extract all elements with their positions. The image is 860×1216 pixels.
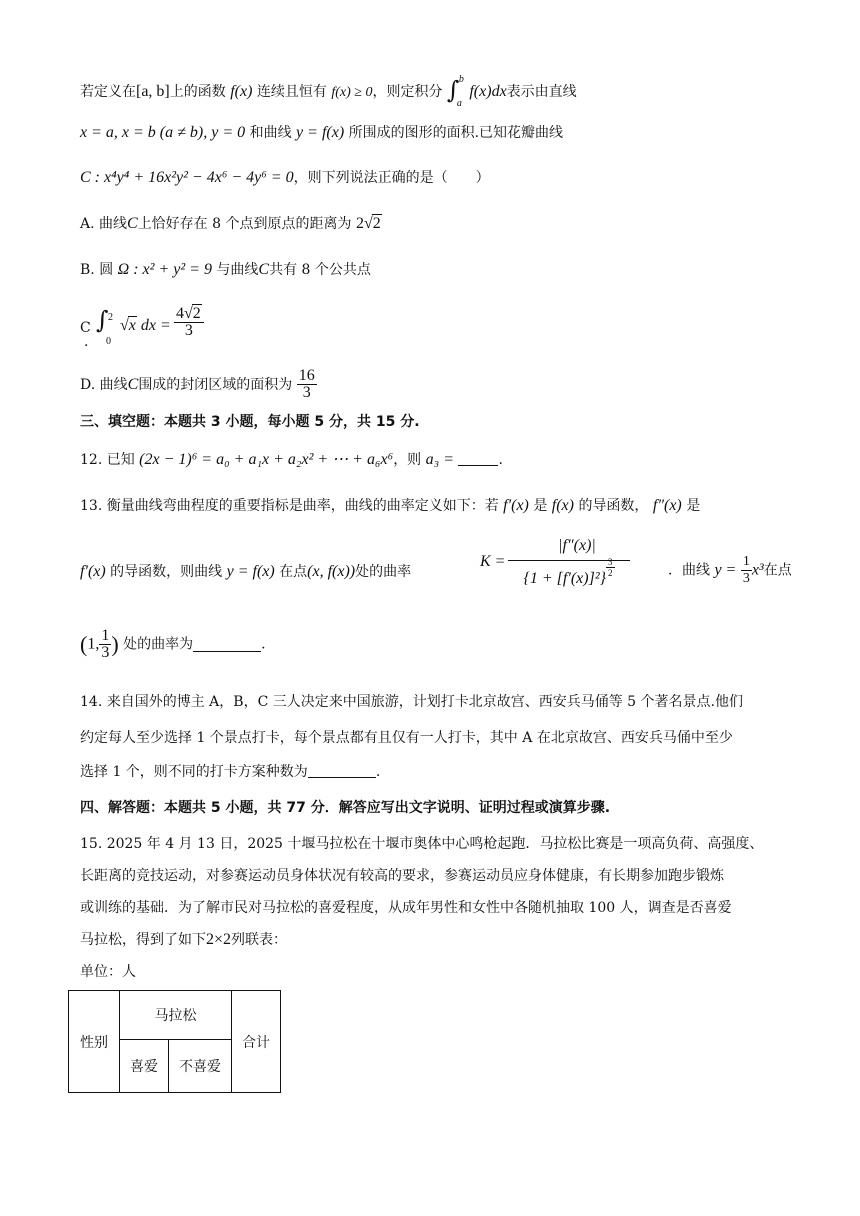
option-a-radicand: 2 xyxy=(372,215,381,232)
option-a-c: C xyxy=(127,215,138,232)
q15-line4-a: 马拉松，得到了如下 xyxy=(80,932,206,948)
q13-line3-text: 处的曲率为 xyxy=(123,636,194,653)
q12-end: . xyxy=(498,452,503,468)
q13-k-den xyxy=(523,557,614,590)
q13-point: (x, f(x)) xyxy=(307,563,356,580)
option-c-den: 3 xyxy=(184,322,193,339)
q13-line2-d: ．曲线 xyxy=(668,562,710,579)
q11-lines-text-b: 所围成的图形的面积.已知花瓣曲线 xyxy=(348,125,564,141)
q11-intro-line xyxy=(80,74,577,109)
q13-line1-c: 的导函数， xyxy=(578,498,649,514)
q11-text-b: 上的函数 xyxy=(169,84,226,100)
option-c-label: C xyxy=(80,320,91,336)
q11-equation-line xyxy=(80,168,490,188)
q13-line2-c: 处的曲率 xyxy=(355,564,412,580)
q13-k-exp-num: 3 xyxy=(608,557,613,567)
q13-line2-e: 在点 xyxy=(763,562,792,579)
option-b-math: Ω : x² + y² = 9 xyxy=(117,261,212,278)
q11-curve-eq: C : x⁴y⁴ + 16x²y² − 4x⁶ − 4y⁶ = 0 xyxy=(80,169,294,186)
header-like: 喜爱 xyxy=(120,1040,169,1093)
q13-end: . xyxy=(261,636,266,653)
q11-option-a xyxy=(80,214,382,234)
q11-cond: f(x) ≥ 0 xyxy=(331,85,373,100)
option-d-c: C xyxy=(127,375,139,393)
q15-unit: 单位：人 xyxy=(80,964,136,980)
header-gender: 性别 xyxy=(69,991,120,1093)
q13-coef xyxy=(741,554,752,587)
q13-pt-num: 1 xyxy=(101,627,110,644)
q13-line2-b: 在点 xyxy=(279,564,308,580)
q11-lines-line xyxy=(80,123,563,143)
option-b-text: B. 圆 xyxy=(80,262,114,278)
q14-line-2: 约定每人至少选择 1 个景点打卡，每个景点都有且仅有一人打卡，其中 A 在北京故宫、西安兵马俑中至少 xyxy=(80,730,733,746)
section-4-heading: 四、解答题：本题共 5 小题，共 77 分．解答应写出文字说明、证明过程或演算步骤. xyxy=(80,800,611,816)
q13-fp: f′(x) xyxy=(503,497,529,514)
option-d-text-a: D. 曲线 xyxy=(80,376,128,393)
q13-paren-open: ( xyxy=(80,631,88,657)
q11-text-d: ，则定积分 xyxy=(372,84,443,100)
q11-lines-text-a: 和曲线 xyxy=(249,125,292,141)
q15-line4-math: 2×2 xyxy=(206,931,232,948)
q13-line2-right xyxy=(668,554,792,587)
q13-curve: y = f(x) xyxy=(226,563,275,580)
q11-int-lower: a xyxy=(456,98,462,109)
table-row xyxy=(69,991,281,1040)
q12-text: ，则 xyxy=(393,452,422,468)
option-d-text xyxy=(80,377,292,393)
q13-x3: x³ xyxy=(751,561,764,579)
option-d-den: 3 xyxy=(302,384,311,401)
integral-sign-icon: ∫ xyxy=(96,306,109,334)
q13-line1-a: 13. 衡量曲线弯曲程度的重要指标是曲率，曲线的曲率定义如下：若 xyxy=(80,498,499,514)
option-c-integrand: √x dx = xyxy=(120,317,171,334)
option-b-text2: 与曲线 xyxy=(216,262,259,278)
q14-line-3 xyxy=(80,762,380,782)
q14-line3-text: 选择 1 个，则不同的打卡方案种数为 xyxy=(80,764,308,780)
q11-text-c: 连续且恒有 xyxy=(256,84,327,100)
q11-interval: [a, b] xyxy=(136,83,170,100)
q15-line-3: 或训练的基础．为了解市民对马拉松的喜爱程度，从成年男性和女性中各随机抽取 100 人，调查是否喜爱 xyxy=(80,900,732,916)
q12-target: a₃ = xyxy=(425,451,454,468)
integral-sign-icon: ∫ xyxy=(446,76,460,104)
option-c-radicand: x xyxy=(128,317,136,334)
option-d-text-b: 围成的封闭区域的面积为 xyxy=(138,376,293,393)
q15-line-1: 15. 2025 年 4 月 13 日，2025 十堰马拉松在十堰市奥体中心鸣枪起跑．马拉松比赛是一项高负荷、高强度、 xyxy=(80,836,764,852)
option-d-fraction xyxy=(297,368,317,401)
q15-line-4 xyxy=(80,930,287,950)
q13-pt-frac xyxy=(99,628,111,661)
q13-k-exp-den: 2 xyxy=(608,568,613,578)
option-a-value: 2√2 xyxy=(355,215,381,232)
q13-answer-blank[interactable] xyxy=(193,637,261,652)
q11-fx: f(x) xyxy=(230,83,253,100)
q13-f: f(x) xyxy=(551,497,574,514)
q12-expr: (2x − 1)⁶ = a₀ + a₁x + a₂x² + ⋯ + a₆x⁶ xyxy=(139,451,394,468)
q11-lines-math: x = a, x = b (a ≠ b), y = 0 xyxy=(80,124,246,141)
q13-coef-den: 3 xyxy=(742,571,750,586)
q14-line-1: 14. 来自国外的博主 A，B，C 三人决定来中国旅游，计划打卡北京故宫、西安兵马俑等 5 个著名景点.他们 xyxy=(80,694,743,710)
option-c-num: 4√2 xyxy=(174,306,204,323)
q13-line2-a: 的导函数，则曲线 xyxy=(110,564,223,580)
q13-fpp: f″(x) xyxy=(652,497,682,514)
option-c-num-rad: 2 xyxy=(192,305,201,322)
q13-line-1 xyxy=(80,496,700,516)
q13-curvature-fraction xyxy=(508,534,630,590)
q13-paren-close: ) xyxy=(111,631,119,657)
option-c-lower: 0 xyxy=(106,336,111,347)
header-dislike: 不喜爱 xyxy=(169,1040,232,1093)
q12-number: 12. 已知 xyxy=(80,452,135,468)
q11-option-b xyxy=(80,260,371,280)
option-c-dx: dx = xyxy=(140,317,171,334)
q11-question: ，则下列说法正确的是（ ） xyxy=(293,170,490,186)
q14-end: . xyxy=(375,764,381,780)
q15-line4-b: 列联表： xyxy=(231,932,288,948)
q11-option-d xyxy=(80,364,317,404)
option-a-text: A. 曲线 xyxy=(80,216,128,232)
q13-y-eq: y = xyxy=(714,561,737,579)
q11-int-body: f(x)dx xyxy=(469,83,507,100)
section-3-heading: 三、填空题：本题共 3 小题，每小题 5 分，共 15 分. xyxy=(80,414,420,430)
q11-text-a: 若定义在 xyxy=(80,84,136,100)
option-c-dot: . xyxy=(84,334,89,350)
option-c-fraction xyxy=(174,306,204,339)
q13-pt-x: 1, xyxy=(87,635,100,653)
q14-answer-blank[interactable] xyxy=(308,763,376,778)
q13-line1-d: 是 xyxy=(686,498,701,514)
q13-k-den-text: {1 + [f′(x)]²} xyxy=(523,570,607,588)
option-b-c: C xyxy=(258,261,270,278)
q13-line2-left xyxy=(80,562,411,582)
header-total: 合计 xyxy=(232,991,281,1093)
option-a-coef: 2 xyxy=(355,215,364,232)
option-a-text2: 上恰好存在 8 个点到原点的距离为 xyxy=(137,216,352,232)
q13-line1-b: 是 xyxy=(533,498,548,514)
q15-line-2: 长距离的竞技运动，对参赛运动员身体状况有较高的要求，参赛运动员应身体健康，有长期参加跑步锻炼 xyxy=(80,868,724,884)
q13-K: K = xyxy=(480,553,506,570)
q11-curve-math: y = f(x) xyxy=(296,124,345,141)
q11-int-upper: b xyxy=(458,74,464,85)
q13-fp2: f′(x) xyxy=(80,563,106,580)
q12-answer-blank[interactable] xyxy=(458,451,498,466)
option-c-integral xyxy=(96,306,116,347)
q13-pt-den: 3 xyxy=(101,644,110,661)
q11-text-e: 表示由直线 xyxy=(506,84,577,100)
option-b-text3: 共有 8 个公共点 xyxy=(269,262,371,278)
contingency-table xyxy=(68,990,281,1093)
q13-line-3 xyxy=(80,628,266,672)
option-d-num: 16 xyxy=(298,367,315,384)
q13-line-2 xyxy=(80,534,792,610)
option-c-upper: 2 xyxy=(108,312,113,323)
option-c-num-coef: 4 xyxy=(176,305,184,322)
q13-coef-num: 1 xyxy=(742,554,750,569)
header-marathon: 马拉松 xyxy=(120,991,232,1040)
q12-line xyxy=(80,450,503,470)
q13-k-num: |f″(x)| xyxy=(508,534,630,561)
q13-k-exp xyxy=(606,557,615,578)
q11-integral xyxy=(446,74,465,109)
